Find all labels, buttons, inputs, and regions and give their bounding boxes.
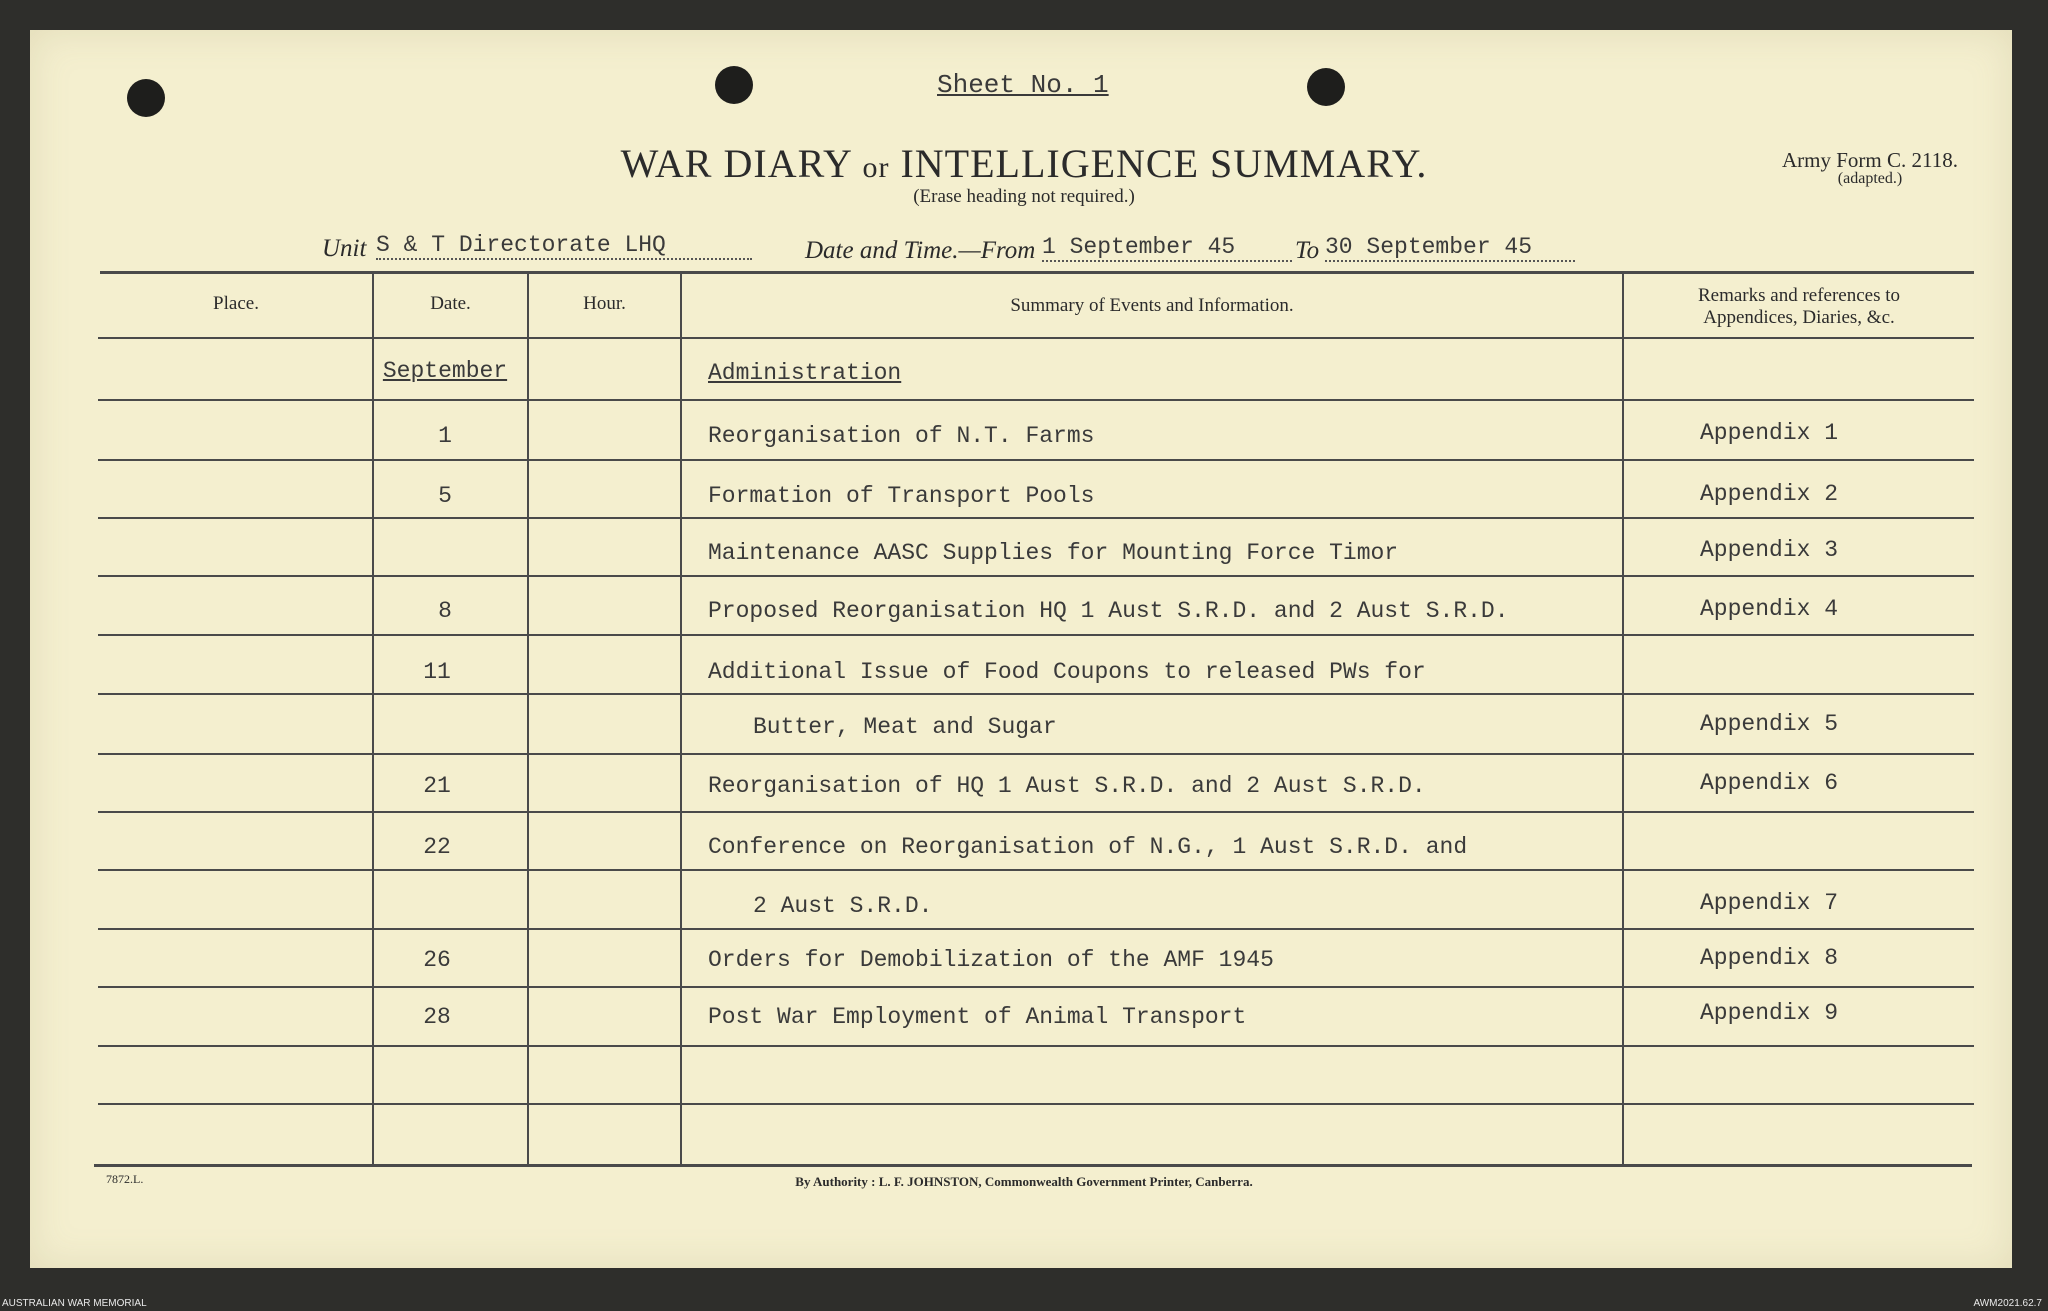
title-part2: INTELLIGENCE SUMMARY. (900, 141, 1428, 186)
header-summary: Summary of Events and Information. (1010, 295, 1294, 316)
row-date: 22 (423, 834, 451, 860)
form-number: Army Form C. 2118. (1782, 148, 1958, 172)
date-from-value: 1 September 45 (1042, 234, 1292, 262)
row-summary: Conference on Reorganisation of N.G., 1 Aust S.R.D. and (708, 834, 1468, 860)
header-remarks (1624, 285, 1974, 329)
table-bottom-rule (94, 1164, 1972, 1167)
document-subtitle: (Erase heading not required.) (913, 186, 1135, 207)
row-rule (98, 1045, 1974, 1047)
row-date: 28 (423, 1004, 451, 1030)
archive-reference: AWM2021.62.7 (1973, 1298, 2042, 1309)
row-remarks: Appendix 6 (1700, 770, 1839, 796)
row-summary: Orders for Demobilization of the AMF 1945 (708, 947, 1274, 973)
row-date: 11 (423, 659, 451, 685)
row-summary: Additional Issue of Food Coupons to released PWs for (708, 659, 1426, 685)
column-rule (372, 273, 374, 1166)
form-adapted: (adapted.) (1837, 170, 1903, 187)
row-rule (98, 634, 1974, 636)
document-title (0, 140, 2048, 187)
row-rule (98, 986, 1974, 988)
unit-value: S & T Directorate LHQ (376, 232, 752, 260)
row-date: 21 (423, 773, 451, 799)
row-summary: Maintenance AASC Supplies for Mounting Force Timor (708, 540, 1399, 566)
row-summary: 2 Aust S.R.D. (753, 893, 933, 919)
form-code: 7872.L. (106, 1172, 144, 1186)
row-summary: Reorganisation of N.T. Farms (708, 423, 1095, 449)
header-remarks-line2: Appendices, Diaries, &c. (1703, 307, 1895, 328)
row-summary: Reorganisation of HQ 1 Aust S.R.D. and 2 Aust S.R.D. (708, 773, 1426, 799)
row-remarks: Appendix 8 (1700, 945, 1839, 971)
row-remarks: Appendix 7 (1700, 890, 1839, 916)
row-rule (98, 1103, 1974, 1105)
row-date: 5 (438, 483, 452, 509)
row-rule (98, 811, 1974, 813)
column-rule (680, 273, 682, 1166)
column-rule (1622, 273, 1624, 1166)
punch-hole (127, 79, 165, 117)
column-rule (527, 273, 529, 1166)
row-date: 26 (423, 947, 451, 973)
header-place: Place. (213, 293, 259, 314)
row-remarks: Appendix 4 (1700, 596, 1839, 622)
date-to-label: To (1295, 237, 1320, 264)
row-remarks: Appendix 5 (1700, 711, 1839, 737)
row-summary: Administration (708, 360, 902, 386)
date-from-label: Date and Time.—From (805, 237, 1036, 264)
row-remarks: Appendix 3 (1700, 537, 1839, 563)
table-top-rule (100, 271, 1974, 274)
row-rule (98, 459, 1974, 461)
row-remarks: Appendix 9 (1700, 1000, 1839, 1026)
row-rule (98, 693, 1974, 695)
row-summary: Post War Employment of Animal Transport (708, 1004, 1247, 1030)
header-date: Date. (430, 293, 471, 314)
printer-authority: By Authority : L. F. JOHNSTON, Commonwealth Government Printer, Canberra. (795, 1174, 1253, 1189)
row-summary: Formation of Transport Pools (708, 483, 1095, 509)
title-or: or (862, 151, 890, 184)
archive-label: AUSTRALIAN WAR MEMORIAL (2, 1298, 147, 1309)
row-summary: Butter, Meat and Sugar (753, 714, 1057, 740)
punch-hole (1307, 68, 1345, 106)
row-date: 1 (438, 423, 452, 449)
row-rule (98, 928, 1974, 930)
row-rule (98, 753, 1974, 755)
sheet-number: Sheet No. 1 (937, 70, 1109, 100)
row-remarks: Appendix 2 (1700, 481, 1839, 507)
unit-label: Unit (322, 235, 367, 262)
row-rule (98, 575, 1974, 577)
punch-hole (715, 66, 753, 104)
date-to-value: 30 September 45 (1325, 234, 1575, 262)
row-rule (98, 869, 1974, 871)
row-rule (98, 517, 1974, 519)
row-remarks: Appendix 1 (1700, 420, 1839, 446)
header-hour: Hour. (583, 293, 626, 314)
row-date: 8 (438, 598, 452, 624)
title-part1: WAR DIARY (620, 141, 852, 186)
header-remarks-line1: Remarks and references to (1697, 285, 1901, 306)
document-sheet (30, 30, 2012, 1268)
row-rule (98, 337, 1974, 339)
row-summary: Proposed Reorganisation HQ 1 Aust S.R.D. and 2 Aust S.R.D. (708, 598, 1509, 624)
row-date: September (382, 358, 508, 384)
row-rule (98, 399, 1974, 401)
